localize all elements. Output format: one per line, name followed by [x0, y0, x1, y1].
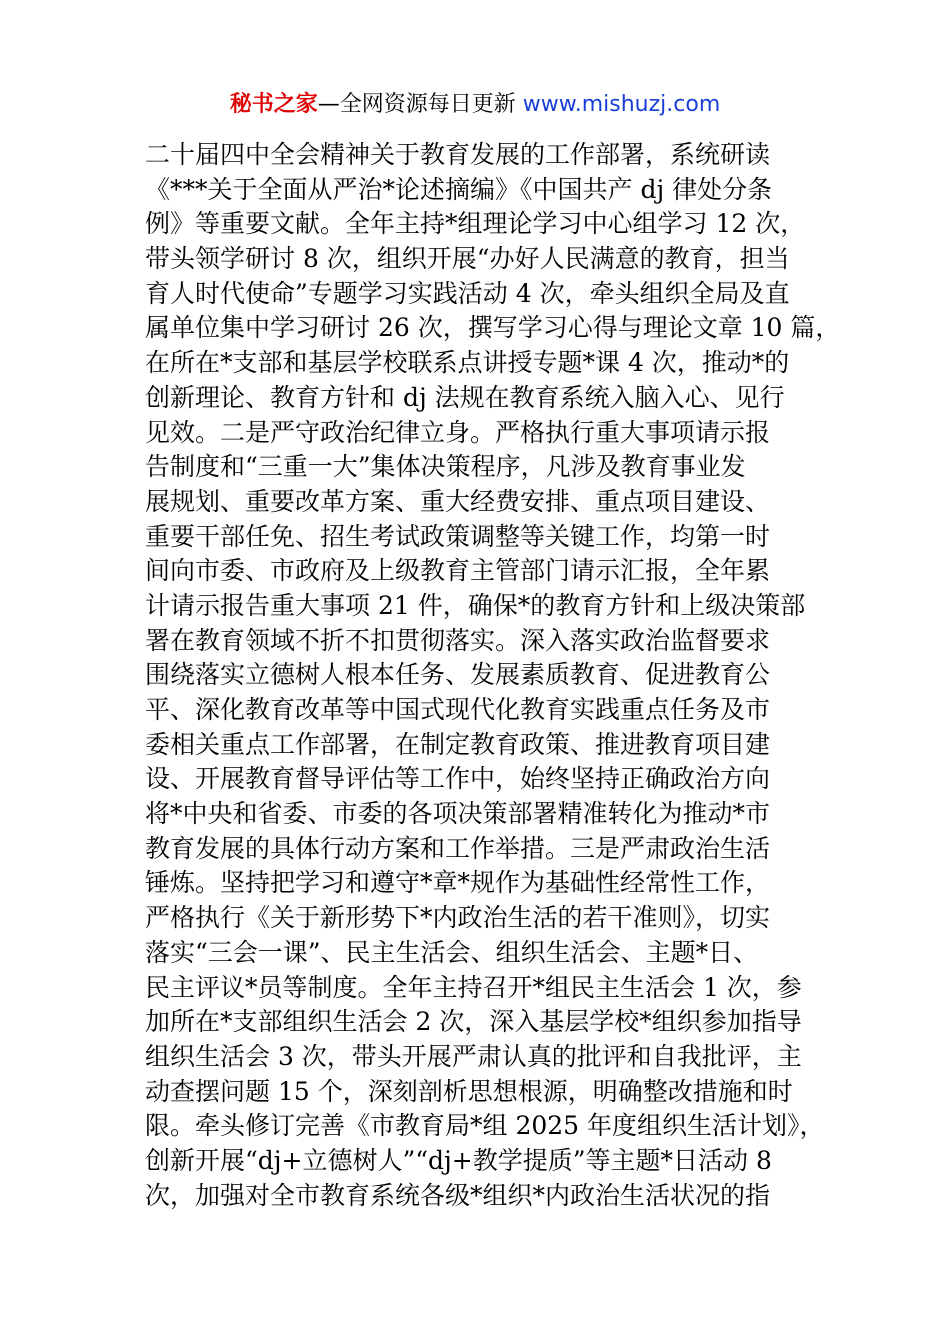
text-line: 重要干部任免、招生考试政策调整等关键工作，均第一时	[145, 521, 771, 551]
text-line: 例》等重要文献。全年主持*组理论学习中心组学习 12 次，	[145, 209, 806, 239]
text-line: 设、开展教育督导评估等工作中，始终坚持正确政治方向	[145, 764, 771, 794]
document-body	[145, 138, 841, 1213]
text-line: 将*中央和省委、市委的各项决策部署精准转化为推动*市	[145, 799, 771, 829]
text-line: 教育发展的具体行动方案和工作举措。三是严肃政治生活	[145, 833, 771, 863]
header-tagline: —全网资源每日更新	[317, 92, 523, 117]
text-line: 带头领学研讨 8 次，组织开展“办好人民满意的教育，担当	[145, 244, 790, 274]
brand-name: 秘书之家	[229, 92, 318, 117]
text-line: 展规划、重要改革方案、重大经费安排、重点项目建设、	[145, 486, 771, 516]
page-header	[0, 88, 950, 122]
text-line: 限。牵头修订完善《市教育局*组 2025 年度组织生活计划》，	[145, 1111, 825, 1141]
text-line: 严格执行《关于新形势下*内政治生活的若干准则》，切实	[145, 903, 771, 933]
text-line: 围绕落实立德树人根本任务、发展素质教育、促进教育公	[145, 660, 771, 690]
text-line: 署在教育领域不折不扣贯彻落实。深入落实政治监督要求	[145, 625, 771, 655]
text-line: 委相关重点工作部署，在制定教育政策、推进教育项目建	[145, 729, 771, 759]
text-line: 在所在*支部和基层学校联系点讲授专题*课 4 次，推动*的	[145, 348, 790, 378]
text-line: 动查摆问题 15 个，深刻剖析思想根源，明确整改措施和时	[145, 1076, 793, 1106]
text-line: 民主评议*员等制度。全年主持召开*组民主生活会 1 次，参	[145, 972, 802, 1002]
text-line: 《***关于全面从严治*论述摘编》《中国共产 dj 律处分条	[145, 174, 773, 204]
text-line: 告制度和“三重一大”集体决策程序，凡涉及教育事业发	[145, 452, 746, 482]
text-line: 计请示报告重大事项 21 件，确保*的教育方针和上级决策部	[145, 590, 806, 620]
text-line: 见效。二是严守政治纪律立身。严格执行重大事项请示报	[145, 417, 771, 447]
text-line: 次，加强对全市教育系统各级*组织*内政治生活状况的指	[145, 1180, 771, 1210]
website-link[interactable]: www.mishuzj.com	[522, 92, 721, 117]
text-line: 创新理论、教育方针和 dj 法规在教育系统入脑入心、见行	[145, 382, 785, 412]
text-line: 创新开展“dj+立德树人”“dj+教学提质”等主题*日活动 8	[145, 1145, 772, 1175]
text-line: 组织生活会 3 次，带头开展严肃认真的批评和自我批评，主	[145, 1041, 802, 1071]
text-line: 二十届四中全会精神关于教育发展的工作部署，系统研读	[145, 140, 771, 169]
text-line: 育人时代使命”专题学习实践活动 4 次，牵头组织全局及直	[145, 278, 790, 308]
text-line: 平、深化教育改革等中国式现代化教育实践重点任务及市	[145, 695, 771, 724]
text-line: 锤炼。坚持把学习和遵守*章*规作为基础性经常性工作，	[145, 868, 771, 898]
text-line: 属单位集中学习研讨 26 次，撰写学习心得与理论文章 10 篇，	[145, 313, 841, 343]
text-line: 间向市委、市政府及上级教育主管部门请示汇报，全年累	[145, 556, 771, 586]
text-line: 落实“三会一课”、民主生活会、组织生活会、主题*日、	[145, 937, 759, 967]
text-line: 加所在*支部组织生活会 2 次，深入基层学校*组织参加指导	[145, 1007, 802, 1037]
